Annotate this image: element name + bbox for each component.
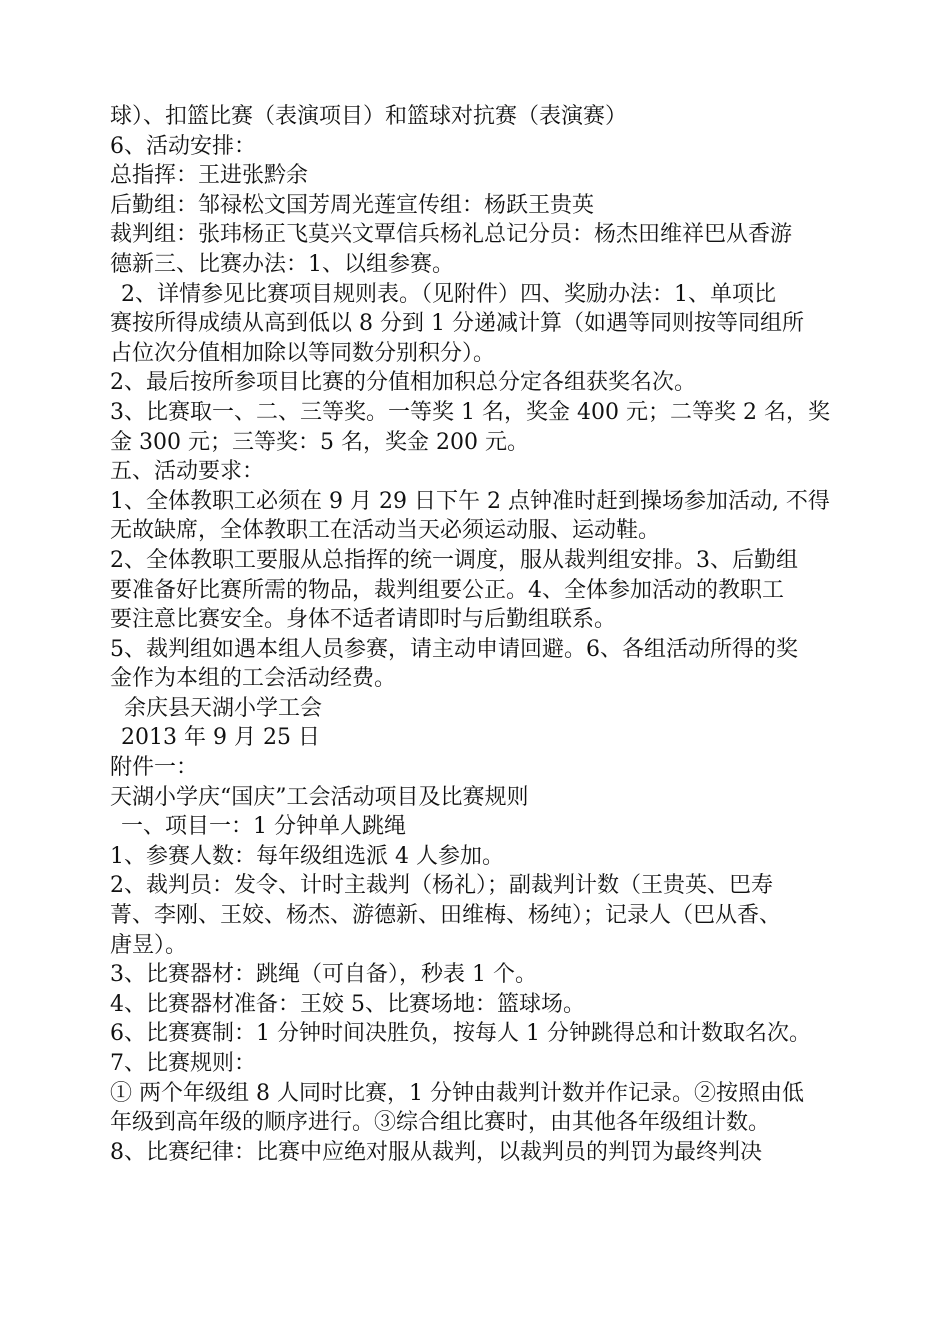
text-line: 4、比赛器材准备：王姣 5、比赛场地：篮球场。: [110, 991, 585, 1017]
text-line: 赛按所得成绩从高到低以 8 分到 1 分递减计算（如遇等同则按等同组所: [110, 311, 804, 337]
text-line: 年级到高年级的顺序进行。③综合组比赛时，由其他各年级组计数。: [110, 1110, 771, 1136]
text-line: 要准备好比赛所需的物品，裁判组要公正。4、全体参加活动的教职工: [110, 577, 784, 603]
text-line: 5、裁判组如遇本组人员参赛，请主动申请回避。6、各组活动所得的奖: [110, 636, 798, 662]
section-heading: 7、比赛规则：: [110, 1051, 256, 1076]
text-line: 后勤组：邹禄松文国芳周光莲宣传组：杨跃王贵英: [110, 192, 595, 218]
attachment-label: 附件一：: [110, 755, 199, 781]
section-heading: 一、项目一：1 分钟单人跳绳: [121, 814, 406, 840]
text-line: 2、裁判员：发令、计时主裁判（杨礼）；副裁判计数（王贵英、巴寿: [110, 873, 773, 899]
text-line: 2、详情参见比赛项目规则表。（见附件）四、奖励办法：1、单项比: [121, 281, 776, 307]
text-line: 8、比赛纪律：比赛中应绝对服从裁判，以裁判员的判罚为最终判决: [110, 1139, 762, 1165]
text-line: 唐昱）。: [110, 932, 188, 958]
text-line: 总指挥：王进张黔余: [110, 163, 309, 189]
text-line: 占位次分值相加除以等同数分别积分）。: [110, 340, 496, 366]
section-heading: 五、活动要求：: [110, 459, 265, 485]
text-line: 菁、李刚、王姣、杨杰、游德新、田维梅、杨纯）；记录人（巴从香、: [110, 903, 782, 929]
document-body: [110, 102, 845, 1167]
signature-date: 2013 年 9 月 25 日: [121, 725, 320, 751]
text-line: 1、全体教职工必须在 9 月 29 日下午 2 点钟准时赶到操场参加活动, 不得: [110, 488, 830, 514]
text-line: 2、最后按所参项目比赛的分值相加积总分定各组获奖名次。: [110, 370, 696, 396]
text-line: 无故缺席，全体教职工在活动当天必须运动服、运动鞋。: [110, 518, 661, 544]
text-line: 3、比赛取一、二、三等奖。一等奖 1 名，奖金 400 元；二等奖 2 名，奖: [110, 399, 830, 425]
text-line: 要注意比赛安全。身体不适者请即时与后勤组联系。: [110, 607, 617, 633]
text-line: 球）、扣篮比赛（表演项目）和篮球对抗赛（表演赛）: [110, 104, 628, 129]
text-line: 裁判组：张玮杨正飞莫兴文覃信兵杨礼总记分员：杨杰田维祥巴从香游: [110, 222, 793, 248]
text-line: 2、全体教职工要服从总指挥的统一调度，服从裁判组安排。3、后勤组: [110, 547, 798, 573]
text-line: 金 300 元；三等奖：5 名，奖金 200 元。: [110, 429, 529, 455]
text-line: 金作为本组的工会活动经费。: [110, 666, 397, 692]
text-line: ① 两个年级组 8 人同时比赛，1 分钟由裁判计数并作记录。②按照由低: [110, 1080, 804, 1106]
text-line: 德新三、比赛办法：1、以组参赛。: [110, 251, 454, 277]
signature-org: 余庆县天湖小学工会: [124, 695, 323, 721]
text-line: 1、参赛人数：每年级组选派 4 人参加。: [110, 843, 504, 869]
attachment-title: 天湖小学庆“国庆”工会活动项目及比赛规则: [110, 784, 529, 810]
text-line: 3、比赛器材：跳绳（可自备），秒表 1 个。: [110, 962, 537, 988]
text-line: 6、比赛赛制：1 分钟时间决胜负，按每人 1 分钟跳得总和计数取名次。: [110, 1021, 811, 1047]
section-heading: 6、活动安排：: [110, 133, 256, 159]
